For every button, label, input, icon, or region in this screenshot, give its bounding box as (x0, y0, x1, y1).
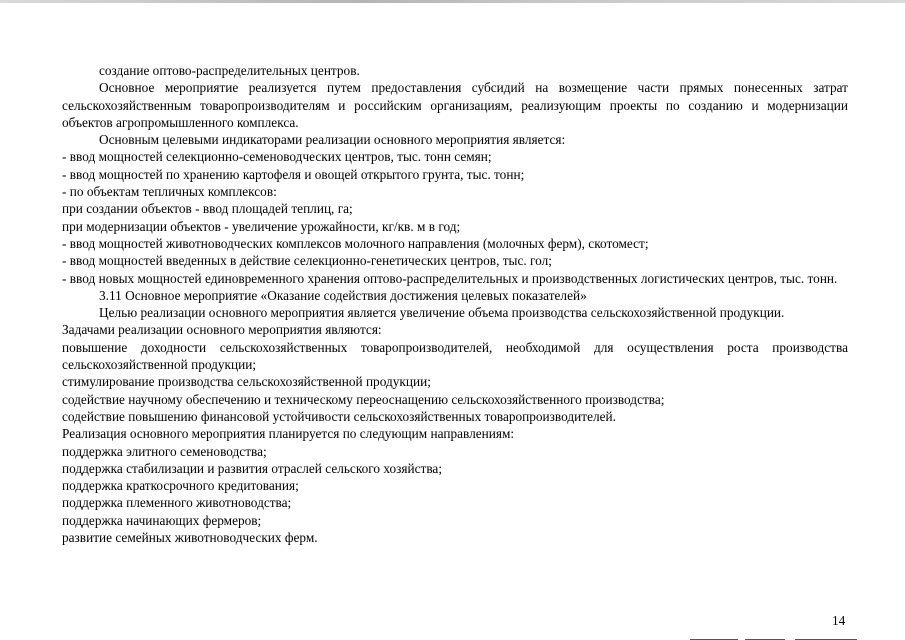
text-line: Основное мероприятие реализуется путем предоставления субсидий на возмещение части прямых понесенных затрат сельскохозяйственным товаропроизводителям и российским организациям, реализующим проекты по созданию и модернизации объектов агропромышленного комплекса. (62, 80, 848, 130)
list-item: - ввод новых мощностей единовременного хранения оптово-распределительных и производственных логистических центров, тыс. тонн. (62, 270, 838, 286)
list-item: развитие семейных животноводческих ферм. (62, 530, 318, 546)
list-item: поддержка начинающих фермеров; (62, 512, 262, 528)
list-item: - ввод мощностей введенных в действие селекционно-генетических центров, тыс. гол; (62, 253, 552, 269)
page-number: 14 (832, 613, 846, 628)
list-item: поддержка племенного животноводства; (62, 495, 292, 511)
section-heading: 3.11 Основное мероприятие «Оказание содействия достижения целевых показателей» (99, 287, 587, 303)
list-item: стимулирование производства сельскохозяйственной продукции; (62, 374, 431, 390)
list-item: - ввод мощностей селекционно-семеноводческих центров, тыс. тонн семян; (62, 149, 492, 165)
list-item: содействие научному обеспечению и техническому переоснащению сельскохозяйственного производства; (62, 391, 665, 407)
list-item: при модернизации объектов - увеличение урожайности, кг/кв. м в год; (62, 218, 461, 234)
list-item: повышение доходности сельскохозяйственных товаропроизводителей, необходимой для осуществления роста производства сельскохозяйственной продукции; (62, 339, 848, 373)
text-line: Основным целевыми индикаторами реализации основного мероприятия является: (99, 132, 566, 148)
text-line: Задачами реализации основного мероприятия являются: (62, 322, 382, 338)
text-line: Реализация основного мероприятия планируется по следующим направлениям: (62, 426, 515, 442)
text-line: создание оптово-распределительных центров. (99, 63, 360, 78)
list-item: при создании объектов - ввод площадей теплиц, га; (62, 201, 353, 217)
list-item: поддержка стабилизации и развития отраслей сельского хозяйства; (62, 460, 443, 476)
list-item: поддержка элитного семеноводства; (62, 443, 267, 459)
list-item: - ввод мощностей животноводческих комплексов молочного направления (молочных ферм), скотомест; (62, 235, 649, 251)
list-item: - по объектам тепличных комплексов: (62, 184, 277, 200)
list-item: - ввод мощностей по хранению картофеля и овощей открытого грунта, тыс. тонн; (62, 166, 525, 182)
list-item: поддержка краткосрочного кредитования; (62, 478, 299, 494)
scan-edge-top (0, 0, 905, 3)
document-body (62, 62, 848, 546)
text-line: Целью реализации основного мероприятия является увеличение объема производства сельскохозяйственной продукции. (99, 305, 785, 321)
list-item: содействие повышению финансовой устойчивости сельскохозяйственных товаропроизводителей. (62, 408, 616, 424)
